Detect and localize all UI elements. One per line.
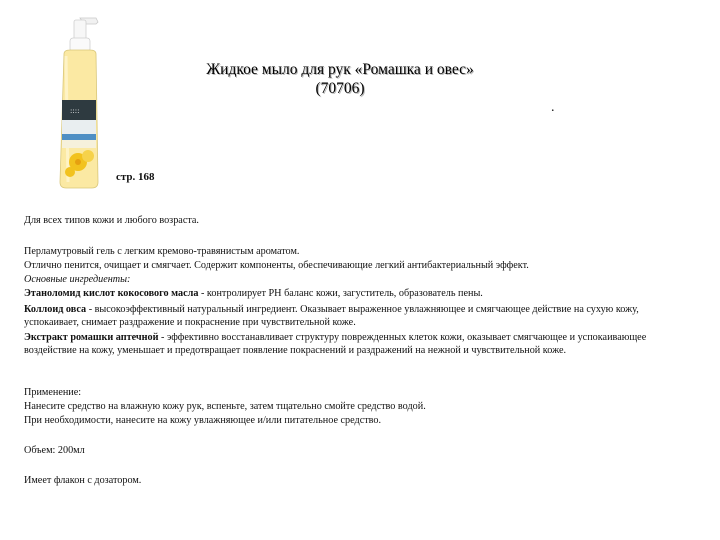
ingredient-item bbox=[24, 287, 694, 300]
ingredient-name: Этаноломид кислот кокосового масла bbox=[24, 288, 199, 299]
page-reference: стр. 168 bbox=[116, 171, 155, 183]
usage-line-1: Нанесите средство на влажную кожу рук, вспеньте, затем тщательно смойте средство водой. bbox=[24, 401, 426, 412]
dot-marker: . bbox=[551, 100, 555, 115]
intro-text: Для всех типов кожи и любого возраста. bbox=[24, 215, 199, 226]
ingredient-description: - контролирует PH баланс кожи, загуститель, образователь пены. bbox=[198, 288, 483, 299]
product-bottle-image bbox=[44, 14, 110, 190]
ingredients-heading: Основные ингредиенты: bbox=[24, 274, 131, 285]
description-line-2: Отлично пенится, очищает и смягчает. Содержит компоненты, обеспечивающие легкий антибактериальный эффект. bbox=[24, 260, 529, 271]
ingredient-description: - эффективно восстанавливает структуру поврежденных клеток кожи, оказывает смягчающее и успокаивающее воздействие на кожу, уменьшает и предотвращает появление покраснений и раздражений на нежной и чувствительной коже. bbox=[24, 332, 647, 356]
ingredient-description: - высокоэффективный натуральный ингредиент. Оказывает выраженное увлажняющее и смягчающее действие на сухую кожу, успокаивает, снимает раздражение и покраснение при чувствительной коже. bbox=[24, 304, 639, 328]
packaging-text: Имеет флакон с дозатором. bbox=[24, 475, 142, 486]
ingredient-item bbox=[24, 331, 694, 357]
product-title: Жидкое мыло для рук «Ромашка и овес» bbox=[206, 61, 474, 78]
volume-text: Объем: 200мл bbox=[24, 445, 85, 456]
description-line-1: Перламутровый гель с легким кремово-травянистым ароматом. bbox=[24, 246, 300, 257]
usage-line-2: При необходимости, нанесите на кожу увлажняющее и/или питательное средство. bbox=[24, 415, 382, 426]
svg-text:::::: :::: bbox=[70, 107, 80, 115]
ingredient-item bbox=[24, 303, 694, 329]
usage-heading: Применение: bbox=[24, 387, 82, 398]
ingredient-name: Коллоид овса bbox=[24, 304, 87, 315]
ingredient-name: Экстракт ромашки аптечной bbox=[24, 332, 159, 343]
product-code: (70706) bbox=[315, 80, 365, 97]
